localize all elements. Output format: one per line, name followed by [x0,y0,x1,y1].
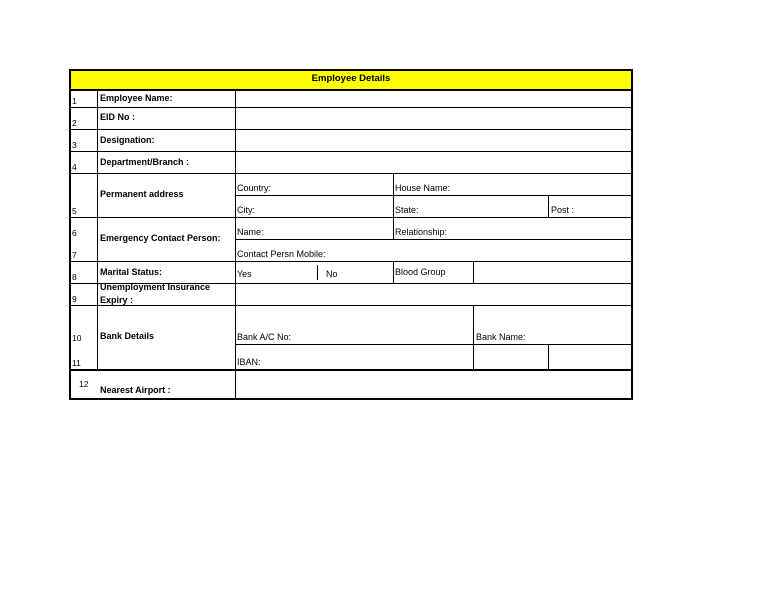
bank-name-field[interactable]: Bank Name: [476,332,526,342]
row-number: 6 [72,228,77,238]
contact-name-field[interactable]: Name: [237,227,264,237]
title-divider [69,89,633,91]
border-left [69,69,71,400]
marital-yes-option[interactable]: Yes [237,269,252,279]
row-number: 7 [72,250,77,260]
yes-no-divider [317,265,318,280]
row-number: 8 [72,272,77,282]
bank-ac-field[interactable]: Bank A/C No: [237,332,292,342]
row-number: 2 [72,118,77,128]
employee-name-label: Employee Name: [100,93,173,103]
col-divider [393,261,394,283]
col-divider [473,261,474,283]
city-field[interactable]: City: [237,205,255,215]
state-field[interactable]: State: [395,205,419,215]
row-number: 9 [72,294,77,304]
border-bottom [69,398,633,400]
row-divider [69,305,633,306]
row-divider [69,107,633,108]
marital-status-label: Marital Status: [100,267,163,277]
row-number: 12 [79,379,89,389]
country-field[interactable]: Country: [237,183,272,193]
row-number: 10 [72,333,82,343]
col-divider [473,305,474,369]
row-divider [69,151,633,152]
designation-label: Designation: [100,135,155,145]
row-divider [69,261,633,262]
row-divider [235,195,633,196]
border-top [69,69,633,71]
row-number: 11 [72,358,81,368]
permanent-address-label: Permanent address [100,189,184,199]
num-col-divider [97,89,98,370]
col-divider [548,344,549,369]
row-divider [69,129,633,130]
row-divider [69,173,633,174]
iban-field[interactable]: IBAN: [237,357,261,367]
marital-no-option[interactable]: No [326,269,338,279]
row-number: 1 [72,96,77,106]
row-divider [69,217,633,218]
unemployment-label-line2: Expiry : [100,295,134,305]
row-divider [69,369,633,371]
form-title: Employee Details [311,73,391,84]
label-col-divider [235,89,236,400]
relationship-field[interactable]: Relationship: [395,227,448,237]
border-right [631,69,633,400]
department-label: Department/Branch : [100,157,190,167]
post-field[interactable]: Post : [551,205,575,215]
house-name-field[interactable]: House Name: [395,183,451,193]
row-number: 4 [72,162,77,172]
employee-details-form [69,69,633,400]
bank-details-label: Bank Details [100,331,155,341]
emergency-contact-label: Emergency Contact Person: [100,233,221,243]
nearest-airport-label: Nearest Airport : [100,385,171,395]
row-number: 3 [72,140,77,150]
row-divider [235,239,633,240]
row-number: 5 [72,206,77,216]
col-divider [548,195,549,217]
blood-group-field[interactable]: Blood Group [395,267,446,277]
eid-label: EID No : [100,112,135,122]
contact-mobile-field[interactable]: Contact Persn Mobile: [237,249,326,259]
col-divider [393,173,394,239]
unemployment-label-line1: Unemployment Insurance [100,282,211,292]
row-divider [235,344,633,345]
